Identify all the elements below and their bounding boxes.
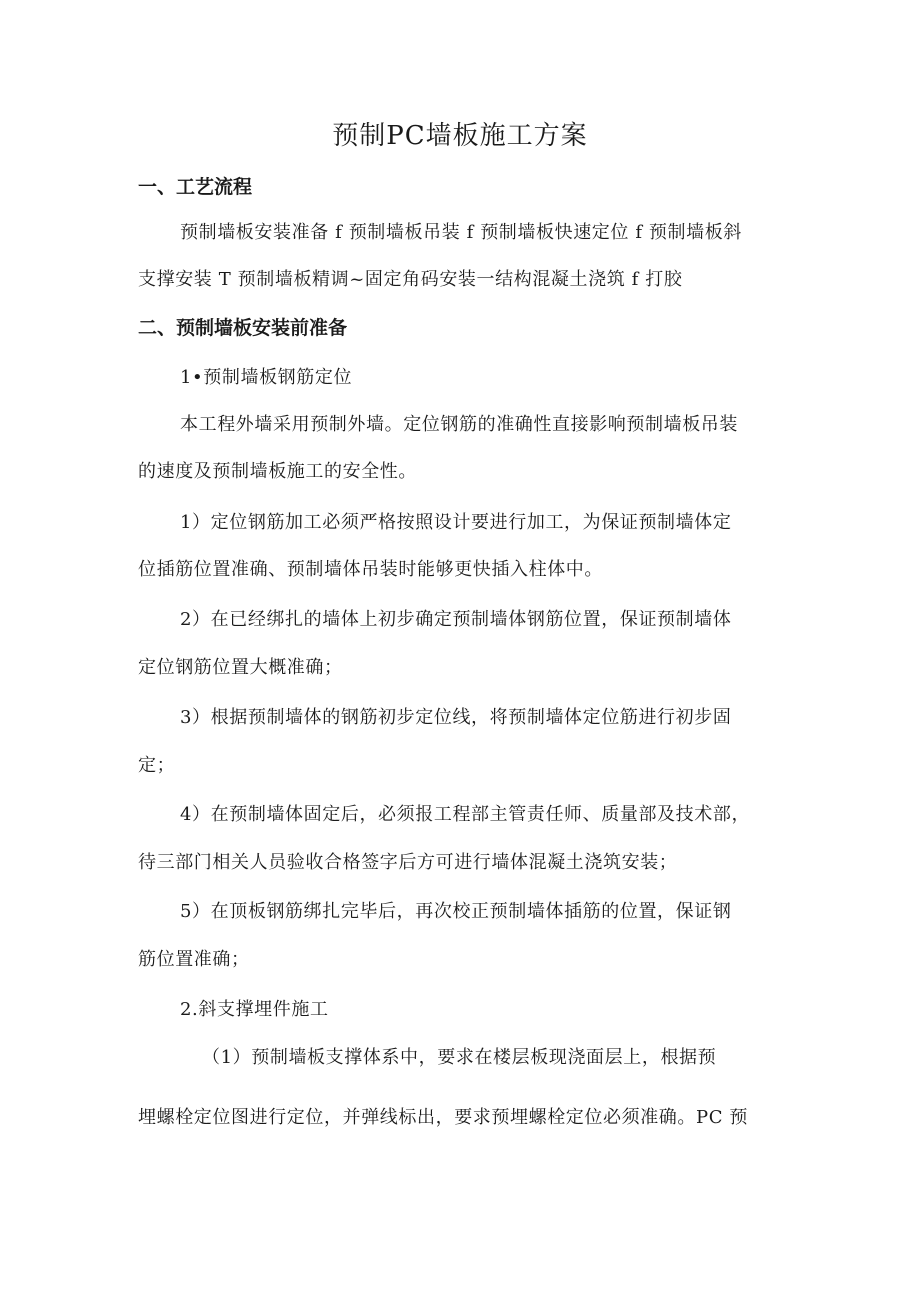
section-heading-process: 一、工艺流程	[138, 176, 253, 198]
list-item-line: 3）根据预制墙体的钢筋初步定位线，将预制墙体定位筋进行初步固	[180, 707, 732, 728]
list-item-line: 位插筋位置准确、预制墙体吊装时能够更快插入柱体中。	[138, 559, 603, 580]
list-item-line: 5）在顶板钢筋绑扎完毕后，再次校正预制墙体插筋的位置，保证钢	[180, 901, 732, 922]
paragraph-line: 预制墙板安装准备 f 预制墙板吊装 f 预制墙板快速定位 f 预制墙板斜	[180, 222, 742, 243]
list-item-line: （1）预制墙板支撑体系中，要求在楼层板现浇面层上，根据预	[202, 1047, 717, 1068]
paragraph-line: 支撑安装 T 预制墙板精调~固定角码安装一结构混凝土浇筑 f 打胶	[138, 269, 683, 290]
list-item-line: 定；	[138, 755, 176, 776]
list-item-line: 筋位置准确；	[138, 949, 250, 970]
section-heading-preparation: 二、预制墙板安装前准备	[138, 317, 348, 339]
list-item-line: 4）在预制墙体固定后，必须报工程部主管责任师、质量部及技术部，	[180, 804, 751, 825]
list-item-line: 待三部门相关人员验收合格签字后方可进行墙体混凝土浇筑安装；	[138, 852, 678, 873]
list-item-line: 2）在已经绑扎的墙体上初步确定预制墙体钢筋位置，保证预制墙体	[180, 609, 732, 630]
list-item-line: 埋螺栓定位图进行定位，并弹线标出，要求预埋螺栓定位必须准确。PC 预	[138, 1107, 749, 1128]
list-item-line: 1）定位钢筋加工必须严格按照设计要进行加工，为保证预制墙体定	[180, 512, 732, 533]
paragraph-line: 本工程外墙采用预制外墙。定位钢筋的准确性直接影响预制墙板吊装	[180, 414, 738, 435]
subsection-heading: 2.斜支撑埋件施工	[180, 999, 329, 1020]
document-title: 预制PC墙板施工方案	[332, 121, 588, 151]
list-item-line: 定位钢筋位置大概准确；	[138, 657, 343, 678]
subsection-heading: 1•预制墙板钢筋定位	[180, 367, 353, 388]
paragraph-line: 的速度及预制墙板施工的安全性。	[138, 461, 417, 482]
